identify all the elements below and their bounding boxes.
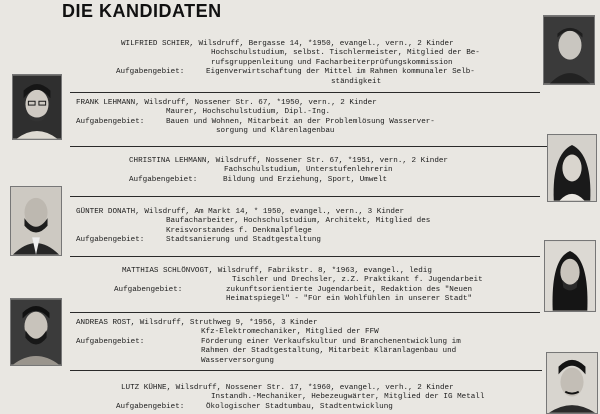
candidate-line: Fachschulstudium, Unterstufenlehrerin <box>224 166 393 175</box>
candidate-entry-schloenvogt <box>114 267 483 305</box>
candidate-line: GÜNTER DONATH, Wilsdruff, Am Markt 14, * 1950, evangel., vern., 3 Kinder <box>76 208 405 216</box>
portrait-icon <box>548 135 596 201</box>
divider-line <box>70 92 540 93</box>
task-label: Aufgabengebiet: <box>114 285 183 294</box>
candidate-line: WILFRIED SCHIER, Wilsdruff, Bergasse 14, *1950, evangel., vern., 2 Kinder <box>121 40 454 48</box>
task-text: zukunftsorientierte Jugendarbeit, Redaktion des "Neuen <box>226 285 473 294</box>
portrait-photo-kuehne <box>546 352 598 414</box>
portrait-photo-frank-lehmann <box>12 74 62 140</box>
divider-line <box>70 312 540 313</box>
candidate-line: Kreisvorstandes f. Denkmalpflege <box>166 226 312 235</box>
candidate-entry-schier <box>116 40 480 87</box>
divider-line <box>70 196 540 197</box>
divider-line <box>70 146 548 147</box>
portrait-icon <box>544 16 594 84</box>
portrait-photo-christina-lehmann <box>547 134 597 202</box>
portrait-icon <box>11 299 61 365</box>
divider-line <box>70 256 540 257</box>
task-text: Förderung einer Verkaufskultur und Branchenentwicklung im <box>201 337 461 346</box>
task-label: Aufgabengebiet: <box>76 337 145 346</box>
candidate-line: FRANK LEHMANN, Wilsdruff, Nossener Str. 67, *1950, vern., 2 Kinder <box>76 99 377 107</box>
candidate-entry-kuehne <box>116 384 485 412</box>
task-text: Ökologischer Stadtumbau, Stadtentwicklung <box>206 402 393 411</box>
task-text: Stadtsanierung und Stadtgestaltung <box>166 236 321 245</box>
task-label: Aufgabengebiet: <box>116 68 185 77</box>
candidate-line: Maurer, Hochschulstudium, Dipl.-Ing. <box>166 108 331 117</box>
task-label: Aufgabengebiet: <box>76 236 145 245</box>
task-label: Aufgabengebiet: <box>116 402 185 411</box>
candidate-line: Baufacharbeiter, Hochschulstudium, Architekt, Mitglied des <box>166 217 431 226</box>
task-text: Eigenverwirtschaftung der Mittel im Rahmen kommunaler Selb- <box>206 68 475 77</box>
candidate-entry-frank-lehmann <box>76 99 435 137</box>
headline: DIE KANDIDATEN <box>62 1 222 21</box>
candidate-entry-rost <box>76 319 461 366</box>
task-text: Bildung und Erziehung, Sport, Umwelt <box>223 175 388 184</box>
candidate-line: Tischler und Drechsler, z.Z. Praktikant f. Jugendarbeit <box>232 276 483 285</box>
candidate-line: CHRISTINA LEHMANN, Wilsdruff, Nossener Str. 67, *1951, vern., 2 Kinder <box>129 157 448 165</box>
task-label: Aufgabengebiet: <box>129 175 198 184</box>
portrait-photo-rost <box>10 298 62 366</box>
task-text: Wasserversorgung <box>201 356 274 365</box>
portrait-icon <box>545 241 595 311</box>
portrait-icon <box>547 353 597 413</box>
candidate-entry-donath <box>76 208 430 246</box>
portrait-photo-donath <box>10 186 62 256</box>
task-label: Aufgabengebiet: <box>76 117 145 126</box>
candidate-line: LUTZ KÜHNE, Wilsdruff, Nossener Str. 17, *1960, evangel., verh., 2 Kinder <box>121 384 454 392</box>
task-text: Rahmen der Stadtgestaltung, Mitarbeit Kläranlagenbau und <box>201 347 457 356</box>
task-text: Bauen und Wohnen, Mitarbeit an der Problemlösung Wasserver- <box>166 117 435 126</box>
candidate-entry-christina-lehmann <box>129 157 448 185</box>
task-text: sorgung und Klärenlagenbau <box>216 127 335 136</box>
portrait-icon <box>11 187 61 255</box>
candidate-line: Instandh.-Mechaniker, Hebezeugwärter, Mitglied der IG Metall <box>211 393 485 402</box>
candidate-line: Kfz-Elektromechaniker, Mitglied der FFW <box>201 328 379 337</box>
portrait-photo-schier <box>543 15 595 85</box>
portrait-icon <box>13 75 61 139</box>
candidate-line: MATTHIAS SCHLÖNVOGT, Wilsdruff, Fabrikstr. 8, *1963, evangel., ledig <box>122 267 432 275</box>
task-text: Heimatspiegel" - "Für ein Wohlfühlen in unserer Stadt" <box>226 295 473 304</box>
task-text: ständigkeit <box>331 77 382 86</box>
candidate-line: ANDREAS ROST, Wilsdruff, Struthweg 9, *1956, 3 Kinder <box>76 319 318 327</box>
candidate-line: rufsgruppenleitung und Facharbeiterprüfungskommission <box>211 58 453 67</box>
portrait-photo-schloenvogt <box>544 240 596 312</box>
candidate-line: Hochschulstudium, selbst. Tischlermeister, Mitglied der Be- <box>211 49 480 58</box>
divider-line <box>70 370 542 371</box>
